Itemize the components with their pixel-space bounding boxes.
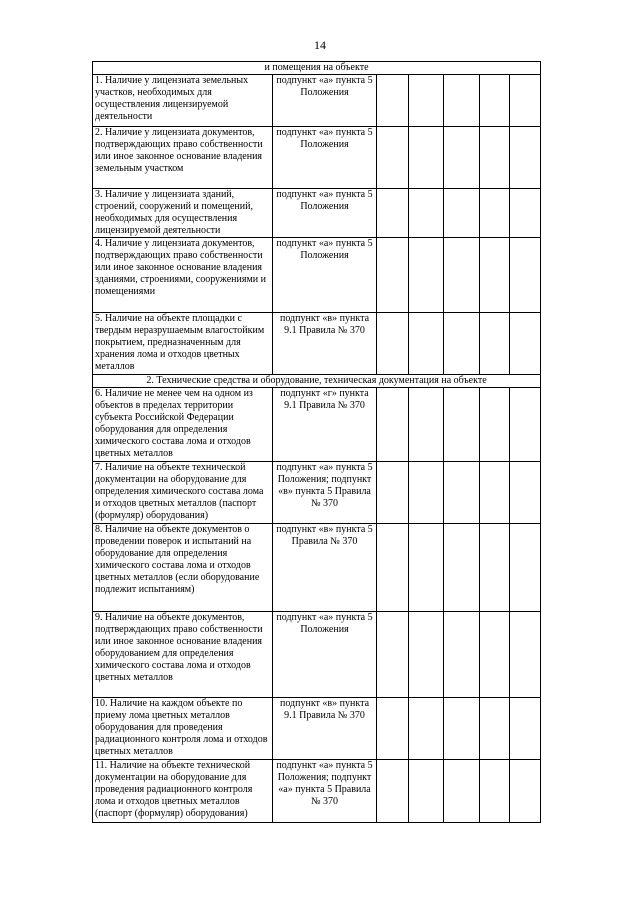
answer-cell: [409, 238, 444, 313]
answer-cell: [480, 612, 510, 698]
section-heading-row: [93, 62, 541, 75]
table-row: [93, 238, 541, 313]
answer-cell: [480, 313, 510, 375]
table-row: [93, 189, 541, 238]
answer-cell: [409, 524, 444, 612]
answer-cell: [444, 612, 480, 698]
answer-cell: [377, 760, 409, 823]
table-row: [93, 313, 541, 375]
answer-cell: [444, 760, 480, 823]
legal-reference-cell: подпункт «а» пункта 5 Положения; подпункт «в» пункта 5 Правила № 370: [273, 462, 377, 524]
legal-reference-cell: подпункт «в» пункта 9.1 Правила № 370: [273, 313, 377, 375]
answer-cell: [444, 238, 480, 313]
answer-cell: [409, 388, 444, 462]
answer-cell: [409, 760, 444, 823]
answer-cell: [409, 127, 444, 189]
requirement-cell: 1. Наличие у лицензиата земельных участков, необходимых для осуществления лицензируемой деятельности: [93, 75, 273, 127]
comment-cell: [510, 189, 541, 238]
legal-reference-cell: подпункт «а» пункта 5 Положения; подпункт «а» пункта 5 Правила № 370: [273, 760, 377, 823]
requirement-cell: 10. Наличие на каждом объекте по приему лома цветных металлов оборудования для проведения радиационного контроля лома и отходов цветных металлов: [93, 698, 273, 760]
answer-cell: [409, 313, 444, 375]
answer-cell: [409, 75, 444, 127]
section-heading: и помещения на объекте: [93, 62, 541, 75]
answer-cell: [377, 238, 409, 313]
answer-cell: [377, 698, 409, 760]
comment-cell: [510, 238, 541, 313]
answer-cell: [480, 127, 510, 189]
answer-cell: [444, 462, 480, 524]
answer-cell: [377, 612, 409, 698]
table-row: [93, 760, 541, 823]
requirement-cell: 9. Наличие на объекте документов, подтверждающих право собственности или иное законное основание владения оборудованием для определения химического состава лома и отходов цветных металлов: [93, 612, 273, 698]
checklist-table: [92, 61, 541, 823]
answer-cell: [409, 612, 444, 698]
comment-cell: [510, 698, 541, 760]
requirement-cell: 3. Наличие у лицензиата зданий, строений, сооружений и помещений, необходимых для осуществления лицензируемой деятельности: [93, 189, 273, 238]
table-row: [93, 75, 541, 127]
answer-cell: [377, 75, 409, 127]
answer-cell: [480, 238, 510, 313]
requirement-cell: 4. Наличие у лицензиата документов, подтверждающих право собственности или иное законное основание владения зданиями, строениями, сооружениями и помещениями: [93, 238, 273, 313]
section-heading-row: [93, 375, 541, 388]
legal-reference-cell: подпункт «г» пункта 9.1 Правила № 370: [273, 388, 377, 462]
answer-cell: [480, 698, 510, 760]
comment-cell: [510, 313, 541, 375]
answer-cell: [480, 75, 510, 127]
answer-cell: [480, 760, 510, 823]
requirement-cell: 2. Наличие у лицензиата документов, подтверждающих право собственности или иное законное основание владения земельным участком: [93, 127, 273, 189]
answer-cell: [480, 189, 510, 238]
page-number: 14: [314, 38, 326, 52]
answer-cell: [377, 127, 409, 189]
comment-cell: [510, 612, 541, 698]
table-row: [93, 524, 541, 612]
legal-reference-cell: подпункт «а» пункта 5 Положения: [273, 612, 377, 698]
answer-cell: [480, 388, 510, 462]
legal-reference-cell: подпункт «а» пункта 5 Положения: [273, 189, 377, 238]
answer-cell: [444, 313, 480, 375]
comment-cell: [510, 462, 541, 524]
legal-reference-cell: подпункт «в» пункта 5 Правила № 370: [273, 524, 377, 612]
requirement-cell: 11. Наличие на объекте технической документации на оборудование для проведения радиационного контроля лома и отходов цветных металлов (паспорт (формуляр) оборудования): [93, 760, 273, 823]
answer-cell: [377, 524, 409, 612]
table-row: [93, 612, 541, 698]
comment-cell: [510, 75, 541, 127]
section-heading: 2. Технические средства и оборудование, техническая документация на объекте: [93, 375, 541, 388]
answer-cell: [444, 388, 480, 462]
comment-cell: [510, 524, 541, 612]
requirement-cell: 7. Наличие на объекте технической документации на оборудование для определения химического состава лома и отходов цветных металлов (паспорт (формуляр) оборудования): [93, 462, 273, 524]
answer-cell: [377, 189, 409, 238]
answer-cell: [480, 462, 510, 524]
answer-cell: [377, 462, 409, 524]
answer-cell: [409, 698, 444, 760]
answer-cell: [480, 524, 510, 612]
table-row: [93, 462, 541, 524]
answer-cell: [409, 189, 444, 238]
answer-cell: [409, 462, 444, 524]
legal-reference-cell: подпункт «в» пункта 9.1 Правила № 370: [273, 698, 377, 760]
answer-cell: [377, 313, 409, 375]
answer-cell: [444, 189, 480, 238]
requirement-cell: 5. Наличие на объекте площадки с твердым неразрушаемым влагостойким покрытием, предназначенным для хранения лома и отходов цветных металлов: [93, 313, 273, 375]
table-row: [93, 127, 541, 189]
requirement-cell: 6. Наличие не менее чем на одном из объектов в пределах территории субъекта Российской Федерации оборудования для определения химического состава лома и отходов цветных металлов: [93, 388, 273, 462]
answer-cell: [377, 388, 409, 462]
answer-cell: [444, 127, 480, 189]
comment-cell: [510, 388, 541, 462]
comment-cell: [510, 760, 541, 823]
legal-reference-cell: подпункт «а» пункта 5 Положения: [273, 127, 377, 189]
legal-reference-cell: подпункт «а» пункта 5 Положения: [273, 238, 377, 313]
answer-cell: [444, 698, 480, 760]
answer-cell: [444, 524, 480, 612]
table-row: [93, 698, 541, 760]
answer-cell: [444, 75, 480, 127]
comment-cell: [510, 127, 541, 189]
table-row: [93, 388, 541, 462]
legal-reference-cell: подпункт «а» пункта 5 Положения: [273, 75, 377, 127]
requirement-cell: 8. Наличие на объекте документов о проведении поверок и испытаний на оборудование для определения химического состава лома и отходов цветных металлов (если оборудование подлежит испытаниям): [93, 524, 273, 612]
